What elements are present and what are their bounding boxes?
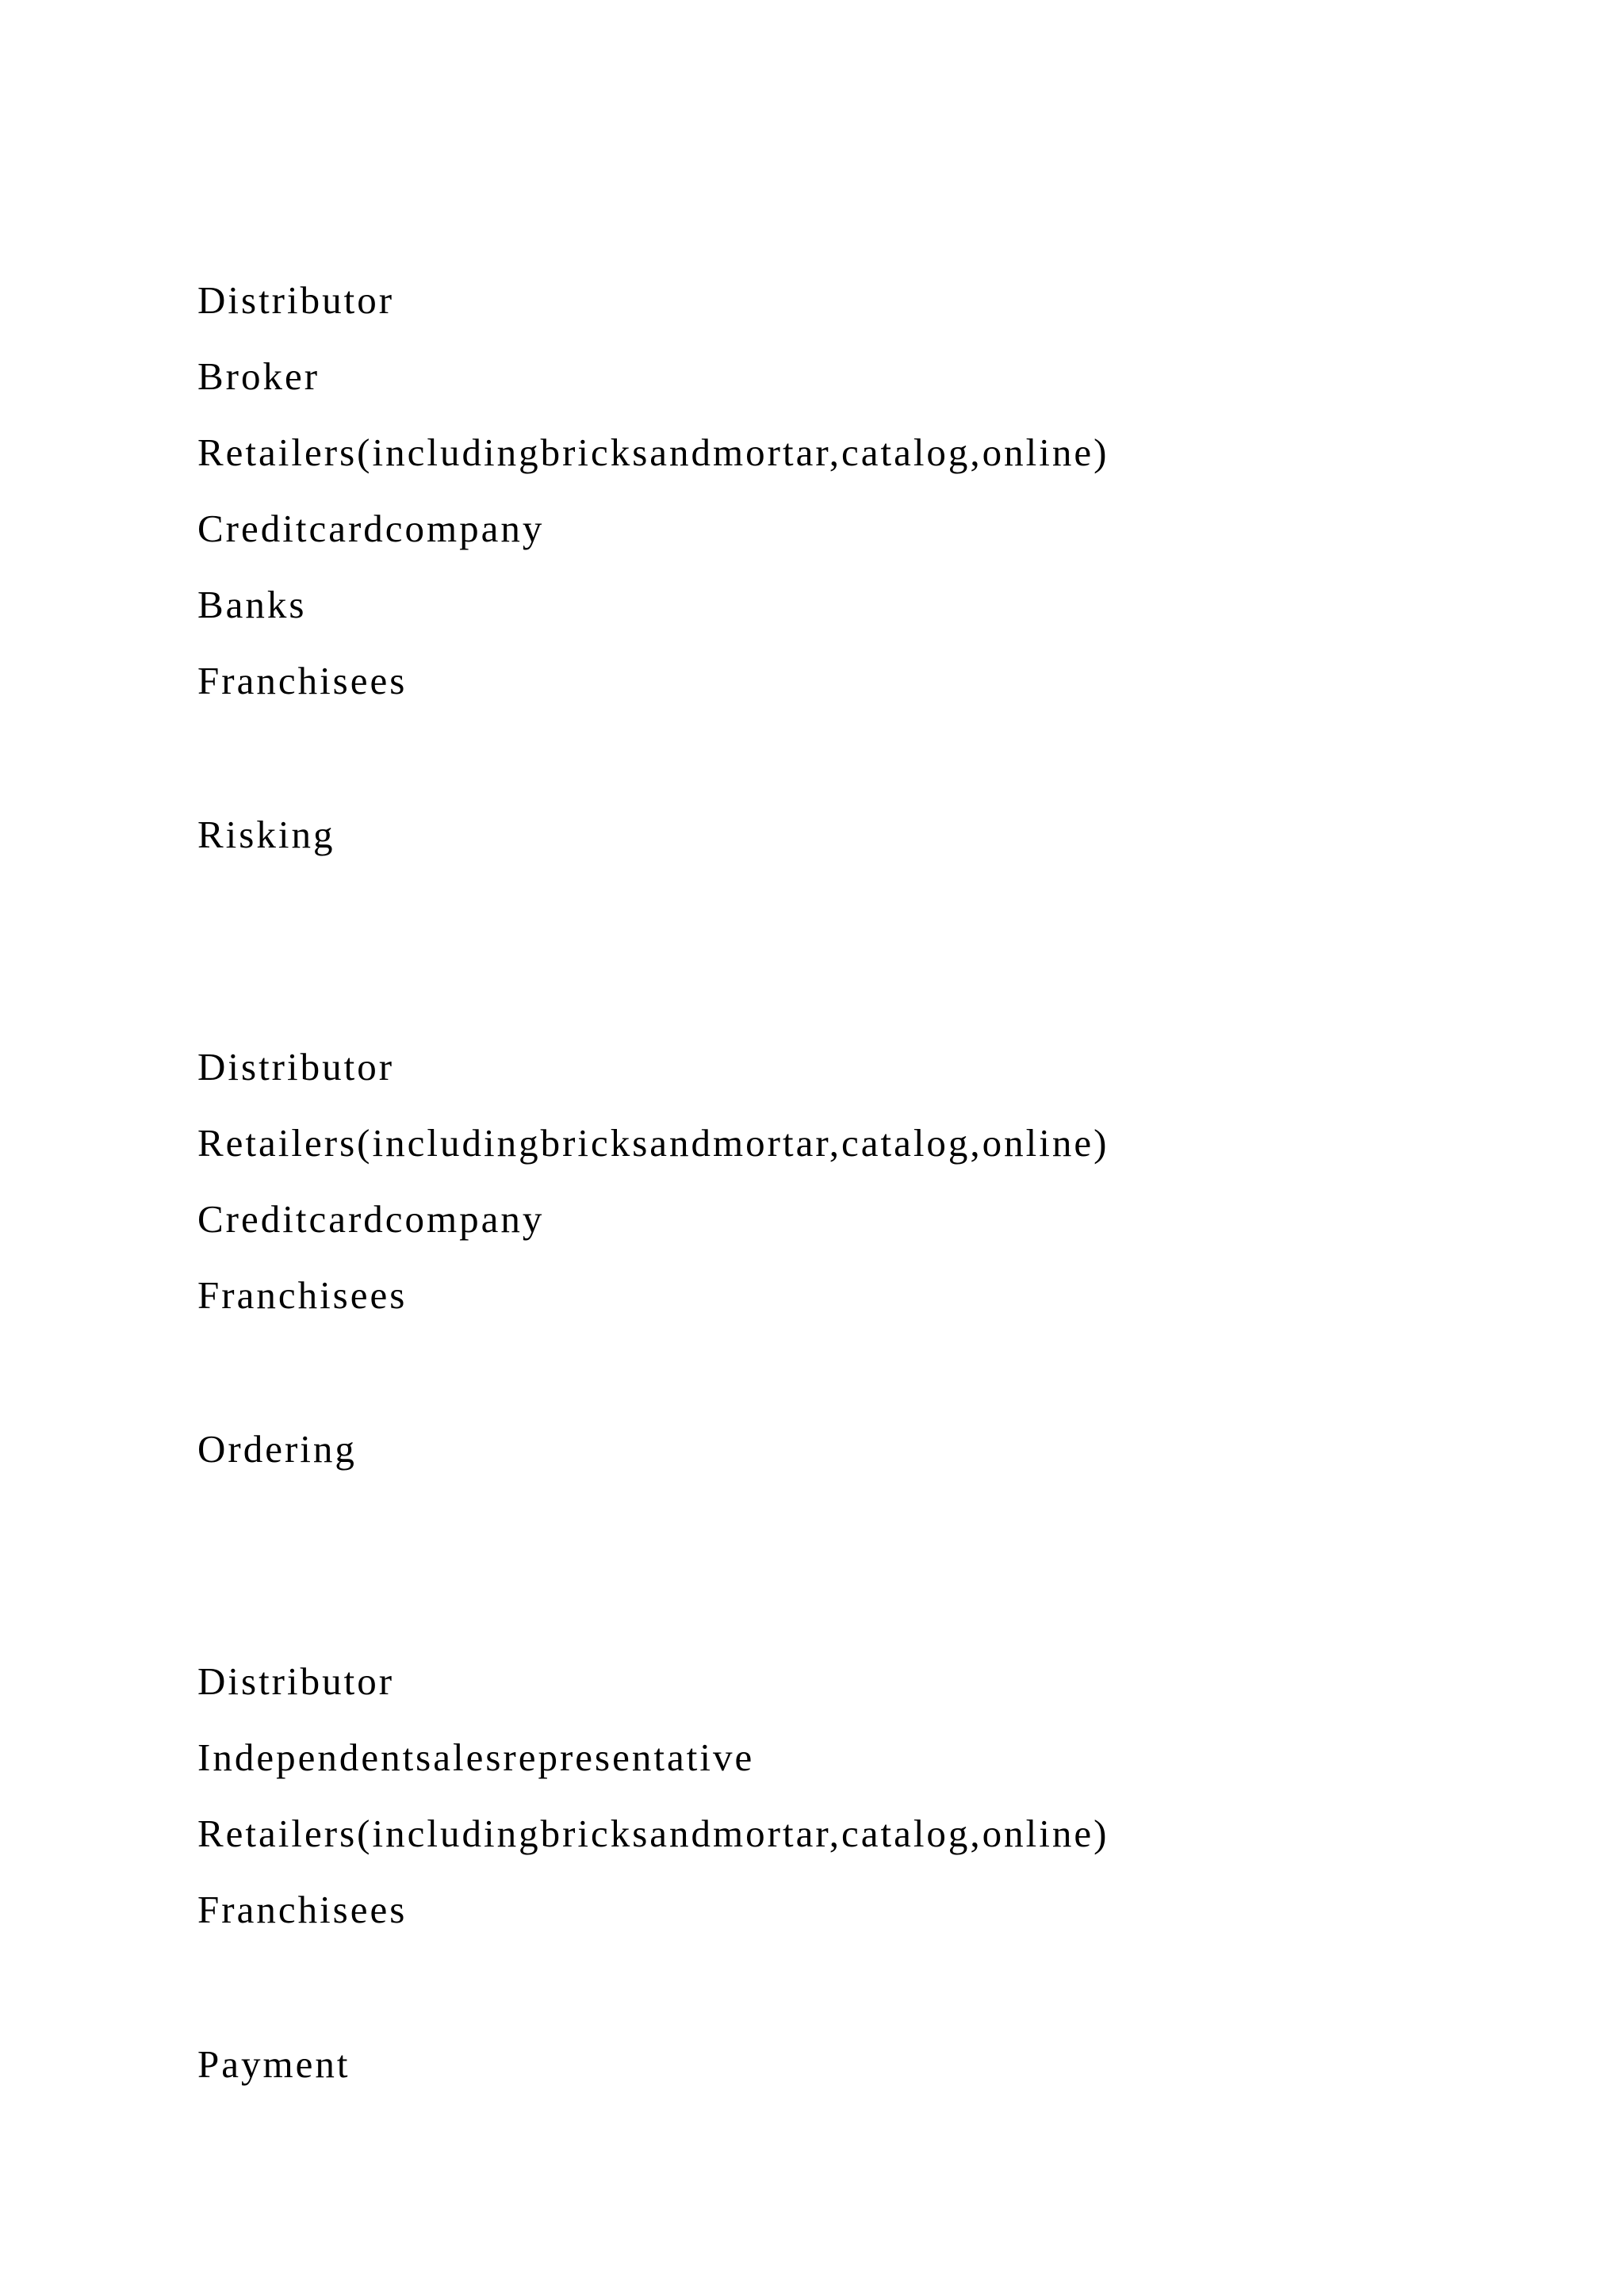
list-item: Retailers(includingbricksandmortar,catalog,online) xyxy=(197,430,1109,474)
list-item: Banks xyxy=(197,583,307,626)
list-item: Retailers(includingbricksandmortar,catalog,online) xyxy=(197,1812,1109,1855)
list-item: Broker xyxy=(197,354,320,398)
list-item: Distributor xyxy=(197,278,395,322)
list-item: Franchisees xyxy=(197,1888,408,1931)
list-item: Franchisees xyxy=(197,1273,408,1317)
section-heading: Ordering xyxy=(197,1427,357,1471)
list-item: Franchisees xyxy=(197,659,408,702)
list-item: Creditcardcompany xyxy=(197,1197,545,1241)
list-item: Distributor xyxy=(197,1659,395,1703)
list-item: Distributor xyxy=(197,1045,395,1089)
section-heading: Payment xyxy=(197,2042,350,2086)
list-item: Retailers(includingbricksandmortar,catalog,online) xyxy=(197,1121,1109,1165)
section-heading: Risking xyxy=(197,813,335,856)
list-item: Creditcardcompany xyxy=(197,507,545,550)
list-item: Independentsalesrepresentative xyxy=(197,1735,755,1779)
